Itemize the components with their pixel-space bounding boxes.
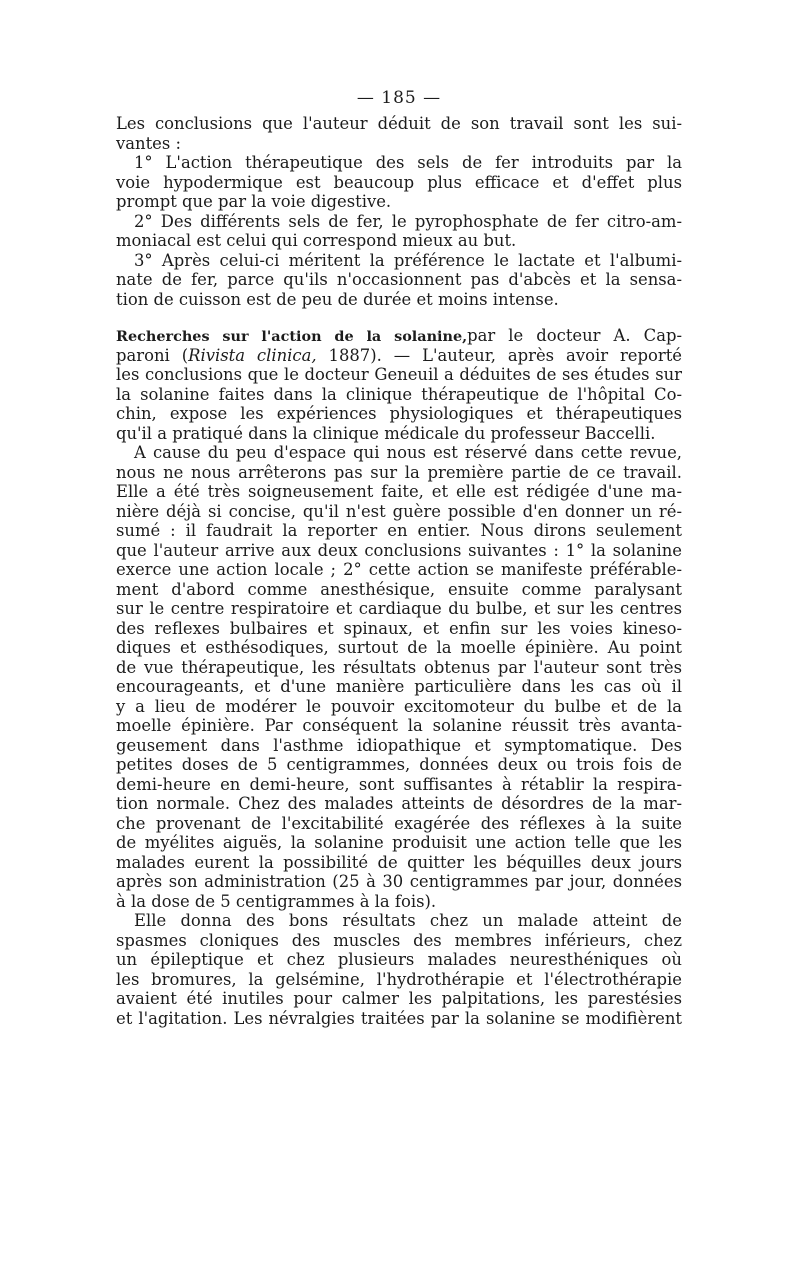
text-line [116, 346, 682, 366]
text-line: tion normale. Chez des malades atteints de désordres de la mar- [116, 794, 682, 813]
text-line: encourageants, et d'une manière particulière dans les cas où il [116, 677, 682, 696]
text-line: avaient été inutiles pour calmer les palpitations, les parestésies [116, 989, 682, 1008]
text-line: qu'il a pratiqué dans la clinique médicale du professeur Baccelli. [116, 423, 656, 443]
text-line: moniacal est celui qui correspond mieux au but. [116, 231, 517, 250]
text-line: un épileptique et chez plusieurs malades neuresthéniques où [116, 950, 682, 969]
citation-end: 1887). — L'auteur, après avoir reporté [316, 345, 682, 365]
text-line: malades eurent la possibilité de quitter les béquilles deux jours [116, 852, 682, 872]
text-line: Elle donna des bons résultats chez un malade atteint de [134, 911, 682, 930]
text-line: de myélites aiguës, la solanine produisit une action telle que les [116, 833, 682, 852]
text-line: Elle a été très soigneusement faite, et elle est rédigée d'une ma- [116, 482, 682, 501]
text-line: de vue thérapeutique, les résultats obtenus par l'auteur sont très [116, 657, 682, 677]
section-title: Recherches sur l'action de la solanine, [116, 328, 468, 345]
text-line: Les conclusions que l'auteur déduit de son travail sont les sui- [116, 114, 682, 133]
text-line: 1° L'action thérapeutique des sels de fer introduits par la [134, 153, 682, 172]
journal-title: Rivista clinica, [188, 345, 317, 365]
text-line: à la dose de 5 centigrammes à la fois). [116, 891, 437, 911]
text-line: A cause du peu d'espace qui nous est réservé dans cette revue, [134, 443, 682, 462]
text-line: diques et esthésodiques, surtout de la moelle épinière. Au point [116, 638, 682, 657]
text-line: spasmes cloniques des muscles des membres inférieurs, chez [116, 930, 682, 950]
text-line: exerce une action locale ; 2° cette action se manifeste préférable- [116, 560, 682, 579]
text-line: sumé : il faudrait la reporter en entier. Nous dirons seulement [116, 521, 682, 540]
text-line: nous ne nous arrêterons pas sur la première partie de ce travail. [116, 462, 682, 482]
text-line: la solanine faites dans la clinique thérapeutique de l'hôpital Co- [116, 384, 682, 404]
text-line: voie hypodermique est beaucoup plus efficace et d'effet plus [116, 172, 682, 192]
text-line: tion de cuisson est de peu de durée et moins intense. [116, 289, 559, 309]
text-line: prompt que par la voie digestive. [116, 192, 392, 211]
text-line: les conclusions que le docteur Geneuil a déduites de ses études sur [116, 365, 682, 384]
document-page [116, 88, 682, 1028]
citation-start: paroni ( [116, 345, 189, 365]
text-line: 2° Des différents sels de fer, le pyrophosphate de fer citro-am- [134, 211, 682, 231]
text-line: ment d'abord comme anesthésique, ensuite comme paralysant [116, 579, 682, 599]
page-number: — 185 — [356, 88, 442, 108]
paragraph-clinical-outcomes [116, 911, 682, 1028]
section-title-rest: par le docteur A. Cap- [467, 326, 683, 345]
paragraph-results [116, 443, 682, 911]
text-line: nière déjà si concise, qu'il n'est guère possible d'en donner un ré- [116, 501, 682, 521]
text-line: nate de fer, parce qu'ils n'occasionnent pas d'abcès et la sensa- [116, 270, 682, 289]
text-line: petites doses de 5 centigrammes, données deux ou trois fois de [116, 755, 682, 774]
paragraph-solanine-research [116, 326, 682, 443]
text-line: moelle épinière. Par conséquent la solanine réussit très avanta- [116, 716, 682, 735]
text-line: 3° Après celui-ci méritent la préférence le lactate et l'albumi- [134, 250, 682, 270]
text-line [116, 326, 682, 346]
paragraph-conclusions [116, 114, 682, 309]
text-line: chin, expose les expériences physiologiques et thérapeutiques [116, 404, 682, 423]
text-line: après son administration (25 à 30 centigrammes par jour, données [116, 872, 682, 891]
text-line: des reflexes bulbaires et spinaux, et enfin sur les voies kineso- [116, 618, 682, 638]
text-line: et l'agitation. Les névralgies traitées par la solanine se modifièrent [116, 1008, 682, 1028]
text-line: che provenant de l'excitabilité exagérée des réflexes à la suite [116, 813, 682, 833]
text-line: y a lieu de modérer le pouvoir excitomoteur du bulbe et de la [116, 696, 682, 716]
text-line: sur le centre respiratoire et cardiaque du bulbe, et sur les centres [116, 599, 682, 618]
text-line: geusement dans l'asthme idiopathique et symptomatique. Des [116, 735, 682, 755]
text-line: que l'auteur arrive aux deux conclusions suivantes : 1° la solanine [116, 540, 682, 560]
text-line: demi-heure en demi-heure, sont suffisantes à rétablir la respira- [116, 774, 682, 794]
text-line: vantes : [116, 133, 182, 153]
text-line: les bromures, la gelsémine, l'hydrothérapie et l'électrothérapie [116, 969, 682, 989]
